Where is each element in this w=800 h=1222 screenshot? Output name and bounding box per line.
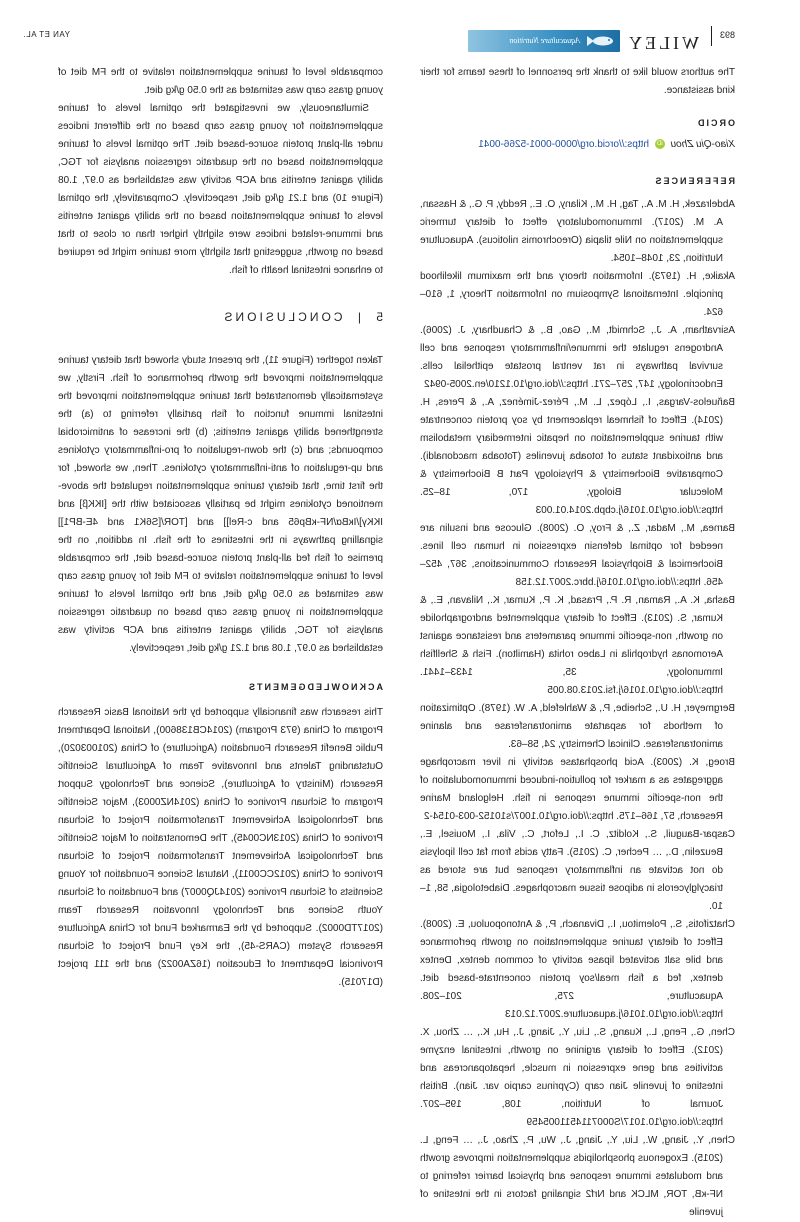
header-divider xyxy=(711,26,712,46)
publisher-logo: WILEY xyxy=(626,33,699,53)
discussion-paragraph: comparable level of taurine supplementation relative to the FM diet of young grass carp was estimated as the 0.50 g/kg diet. xyxy=(58,67,383,96)
reference-item: Caspar-Bauguil, S., Kolditz, C. I., Lefort, C., Vila, I., Mouisel, E., Beuzelin, D., … Pecher, C. (2015). Fatty acids from fat cell lipolysis do not activate an inflammatory response but are stored as triacylglycerols in adipose tissue macrophages. Diabetologia, 58, 1–10. xyxy=(420,829,735,912)
reference-item: Chen, G., Feng, L., Kuang, S., Liu, Y., Jiang, J., Hu, K., … Zhou, X. (2012). Effect of dietary arginine on growth, intestinal enzyme activities and gene expression in muscle, hepatopancreas and intestine of juvenile Jian carp (Cyprinus carpio var. Jian). British Journal of Nutrition, 108, 195–207. https://doi.org/10.1017/S0007114511005459 xyxy=(420,1027,735,1128)
right-column xyxy=(420,64,735,1222)
journal-title: Aquaculture Nutrition xyxy=(509,36,580,45)
orcid-entry xyxy=(420,136,735,154)
reference-item: Asirvatham, A. J., Schmidt, M., Gao, B., & Chaudhary, J. (2006). Androgens regulate the immune/inflammatory response and cell survival pathways in rat ventral prostate epithelial cells. Endocrinology, 147, 257–271. https://doi.org/10.1210/en.2005-0942 xyxy=(420,325,735,390)
acknowledgements-paragraph: This research was financially supported by the National Basic Research Program of China (973 Program) (2014CB138600), National Department Public Benefit Research Foundation (Agriculture) of China (201003020), Outstanding Talents and Innovative Team of Agricultural Scientific Research (Ministry of Agriculture), Science and Technology Support Program of Sichuan Province of China (2014NZ0003), Major Scientific and Technological Achievement Transformation Project of Sichuan Province of China (2013NC0045), The Demonstration of Major Scientific and Technological Achievement Transformation Project of Sichuan Province of China (2012CC0011), Natural Science Foundation for Young Scientists of Sichuan Province (2014JQ0007) and Foundation of Sichuan Youth Science and Technology Innovation Research Team (2017TD0002). Supported by the Earmarked Fund for China Agriculture Research System (CARS-45), the Key Fund Project of Sichuan Provincial Department of Education (16ZA0022) and the 111 project (D17015). xyxy=(58,707,383,988)
reference-list xyxy=(420,196,735,1222)
discussion-paragraph: Simultaneously, we investigated the optimal levels of taurine supplementation for young grass carp based on the different indices under all-plant protein source-based diet. The optimal levels of taurine supplementation based on the quadratic regression analysis for TGC, ability against enteritis and ACP activity was established as 0.97, 1.08 (Figure 10) and 1.21 g/kg diet, respectively. Comparatively, the optimal levels of taurine supplementation based on the ability against enteritis and immune-related indices were slightly higher than or close to that based on growth, suggesting that slightly more taurine might be required to enhance intestinal health of fish. xyxy=(58,103,383,276)
fish-icon xyxy=(586,34,616,48)
orcid-icon: iD xyxy=(655,139,665,149)
reference-item: Akaike, H. (1973). Information theory and the maximum likelihood principle. International Symposium on Information Theory, 1, 610–624. xyxy=(420,271,735,318)
running-head: YAN ET AL. xyxy=(23,30,70,39)
thanks-paragraph: The authors would like to thank the personnel of these teams for their kind assistance. xyxy=(420,67,735,96)
orcid-link[interactable]: https://orcid.org/0000-0001-5266-0041 xyxy=(478,139,649,150)
conclusions-heading xyxy=(58,310,383,324)
orcid-heading: ORCID xyxy=(696,118,735,128)
reference-item: Bañuelos-Vargas, I., López, L. M., Pérez-Jiménez, A., & Peres, H. (2014). Effect of fishmeal replacement by soy protein concentrate with taurine supplementation on hepatic intermediary metabolism and antioxidant status of totoaba juveniles (Totoaba macdonaldi). Comparative Biochemistry & Physiology Part B Biochemistry & Molecular Biology, 170, 18–25. https://doi.org/10.1016/j.cbpb.2014.01.003 xyxy=(420,397,735,516)
reference-item: Abdelrazek, H. M. A., Tag, H. M., Kilany, O. E., Reddy, P. G., & Hassan, A. M. (2017). Immunomodulatory effect of dietary turmeric supplementation on Nile tilapia (Oreochromis niloticus). Aquaculture Nutrition, 23, 1048–1054. xyxy=(420,199,735,264)
section-separator: | xyxy=(354,310,361,324)
conclusions-paragraph: Taken together (Figure 11), the present study showed that dietary taurine supplementation improved the growth performance of fish. Firstly, we systematically demonstrated that taurine supplementation improved the intestinal immune function of fish partially referring to (a) the strengthened ability against enteritis; (b) the increase of antimicrobial compounds; and (c) the down-regulation of pro-inflammatory cytokines and up-regulation of anti-inflammatory cytokines. Then, we showed, for the first time, that dietary taurine supplementation regulated the above-mentioned cytokines might be partially associated with the [IKKβ] and IKKγ]/IκBα/NF-κBp65 and c-Rel]] and [TOR/[S6K1 and 4E-BP1]] signalling pathways in the intestines of the fish. In addition, on the premise of fish fed all-plant protein source-based diet, the comparable level of taurine supplementation relative to FM diet for young grass carp was estimated as 0.50 g/kg diet, and the optimal levels of taurine supplementation in young grass carp based on quadratic regression analysis for TGC, ability against enteritis and ACP activity was established as 0.97, 1.08 and 1.21 g/kg diet, respectively. xyxy=(58,355,383,654)
acknowledgements-heading: ACKNOWLEDGEMENTS xyxy=(247,682,383,692)
page-number: 893 xyxy=(719,30,735,40)
orcid-author: Xiao-Qiu Zhou xyxy=(670,139,735,150)
left-column xyxy=(58,64,383,992)
section-title: CONCLUSIONS xyxy=(221,310,343,324)
journal-banner xyxy=(468,30,620,52)
reference-item: Bergmeyer, H. U., Scheibe, P., & Wahlefeld, A. W. (1978). Optimization of methods for aspartate aminotransferase and alanine aminotransferase. Clinical Chemistry, 24, 58–63. xyxy=(420,703,735,750)
section-number: 5 xyxy=(373,310,383,324)
reference-item: Chen, Y., Jiang, W., Liu, Y., Jiang, J., Wu, P., Zhao, J., … Feng, L. (2015). Exogenous phospholipids supplementation improves growth and modulates immune response and physical barrier referring to NF-κB, TOR, MLCK and Nrf2 signaling factors in the intestine of juvenile xyxy=(420,1135,735,1218)
reference-item: Broeg, K. (2003). Acid phosphatase activity in liver macrophage aggregates as a marker for pollution-induced immunomodulation of the non-specific immune response in fish. Helgoland Marine Research, 57, 166–175. https://doi.org/10.1007/s10152-003-0154-2 xyxy=(420,757,735,822)
reference-item: Chatzifotis, S., Polemitou, I., Divanach, P., & Antonopoulou, E. (2008). Effect of dietary taurine supplementation on growth performance and bile salt activated lipase activity of common dentex, Dentex dentex, fed a fish meal/soy protein concentrate-based diet. Aquaculture, 275, 201–208. https://doi.org/10.1016/j.aquaculture.2007.12.013 xyxy=(420,919,735,1020)
reference-item: Barnea, M., Madar, Z., & Froy, O. (2008). Glucose and insulin are needed for optimal defensin expression in human cell lines. Biochemical & Biophysical Research Communications, 367, 452–456. https://doi.org/10.1016/j.bbrc.2007.12.158 xyxy=(420,523,735,588)
references-heading: REFERENCES xyxy=(653,176,735,186)
reference-item: Basha, K. A., Raman, R. P., Prasad, K. P., Kumar, K., Nilavan, E., & Kumar, S. (2013). Effect of dietary supplemented andrographolide on growth, non-specific immune parameters and resistance against Aeromonas hydrophila in Labeo rohita (Hamilton). Fish & Shellfish Immunology, 35, 1433–1441. https://doi.org/10.1016/j.fsi.2013.08.005 xyxy=(420,595,735,696)
page-header xyxy=(0,0,800,60)
